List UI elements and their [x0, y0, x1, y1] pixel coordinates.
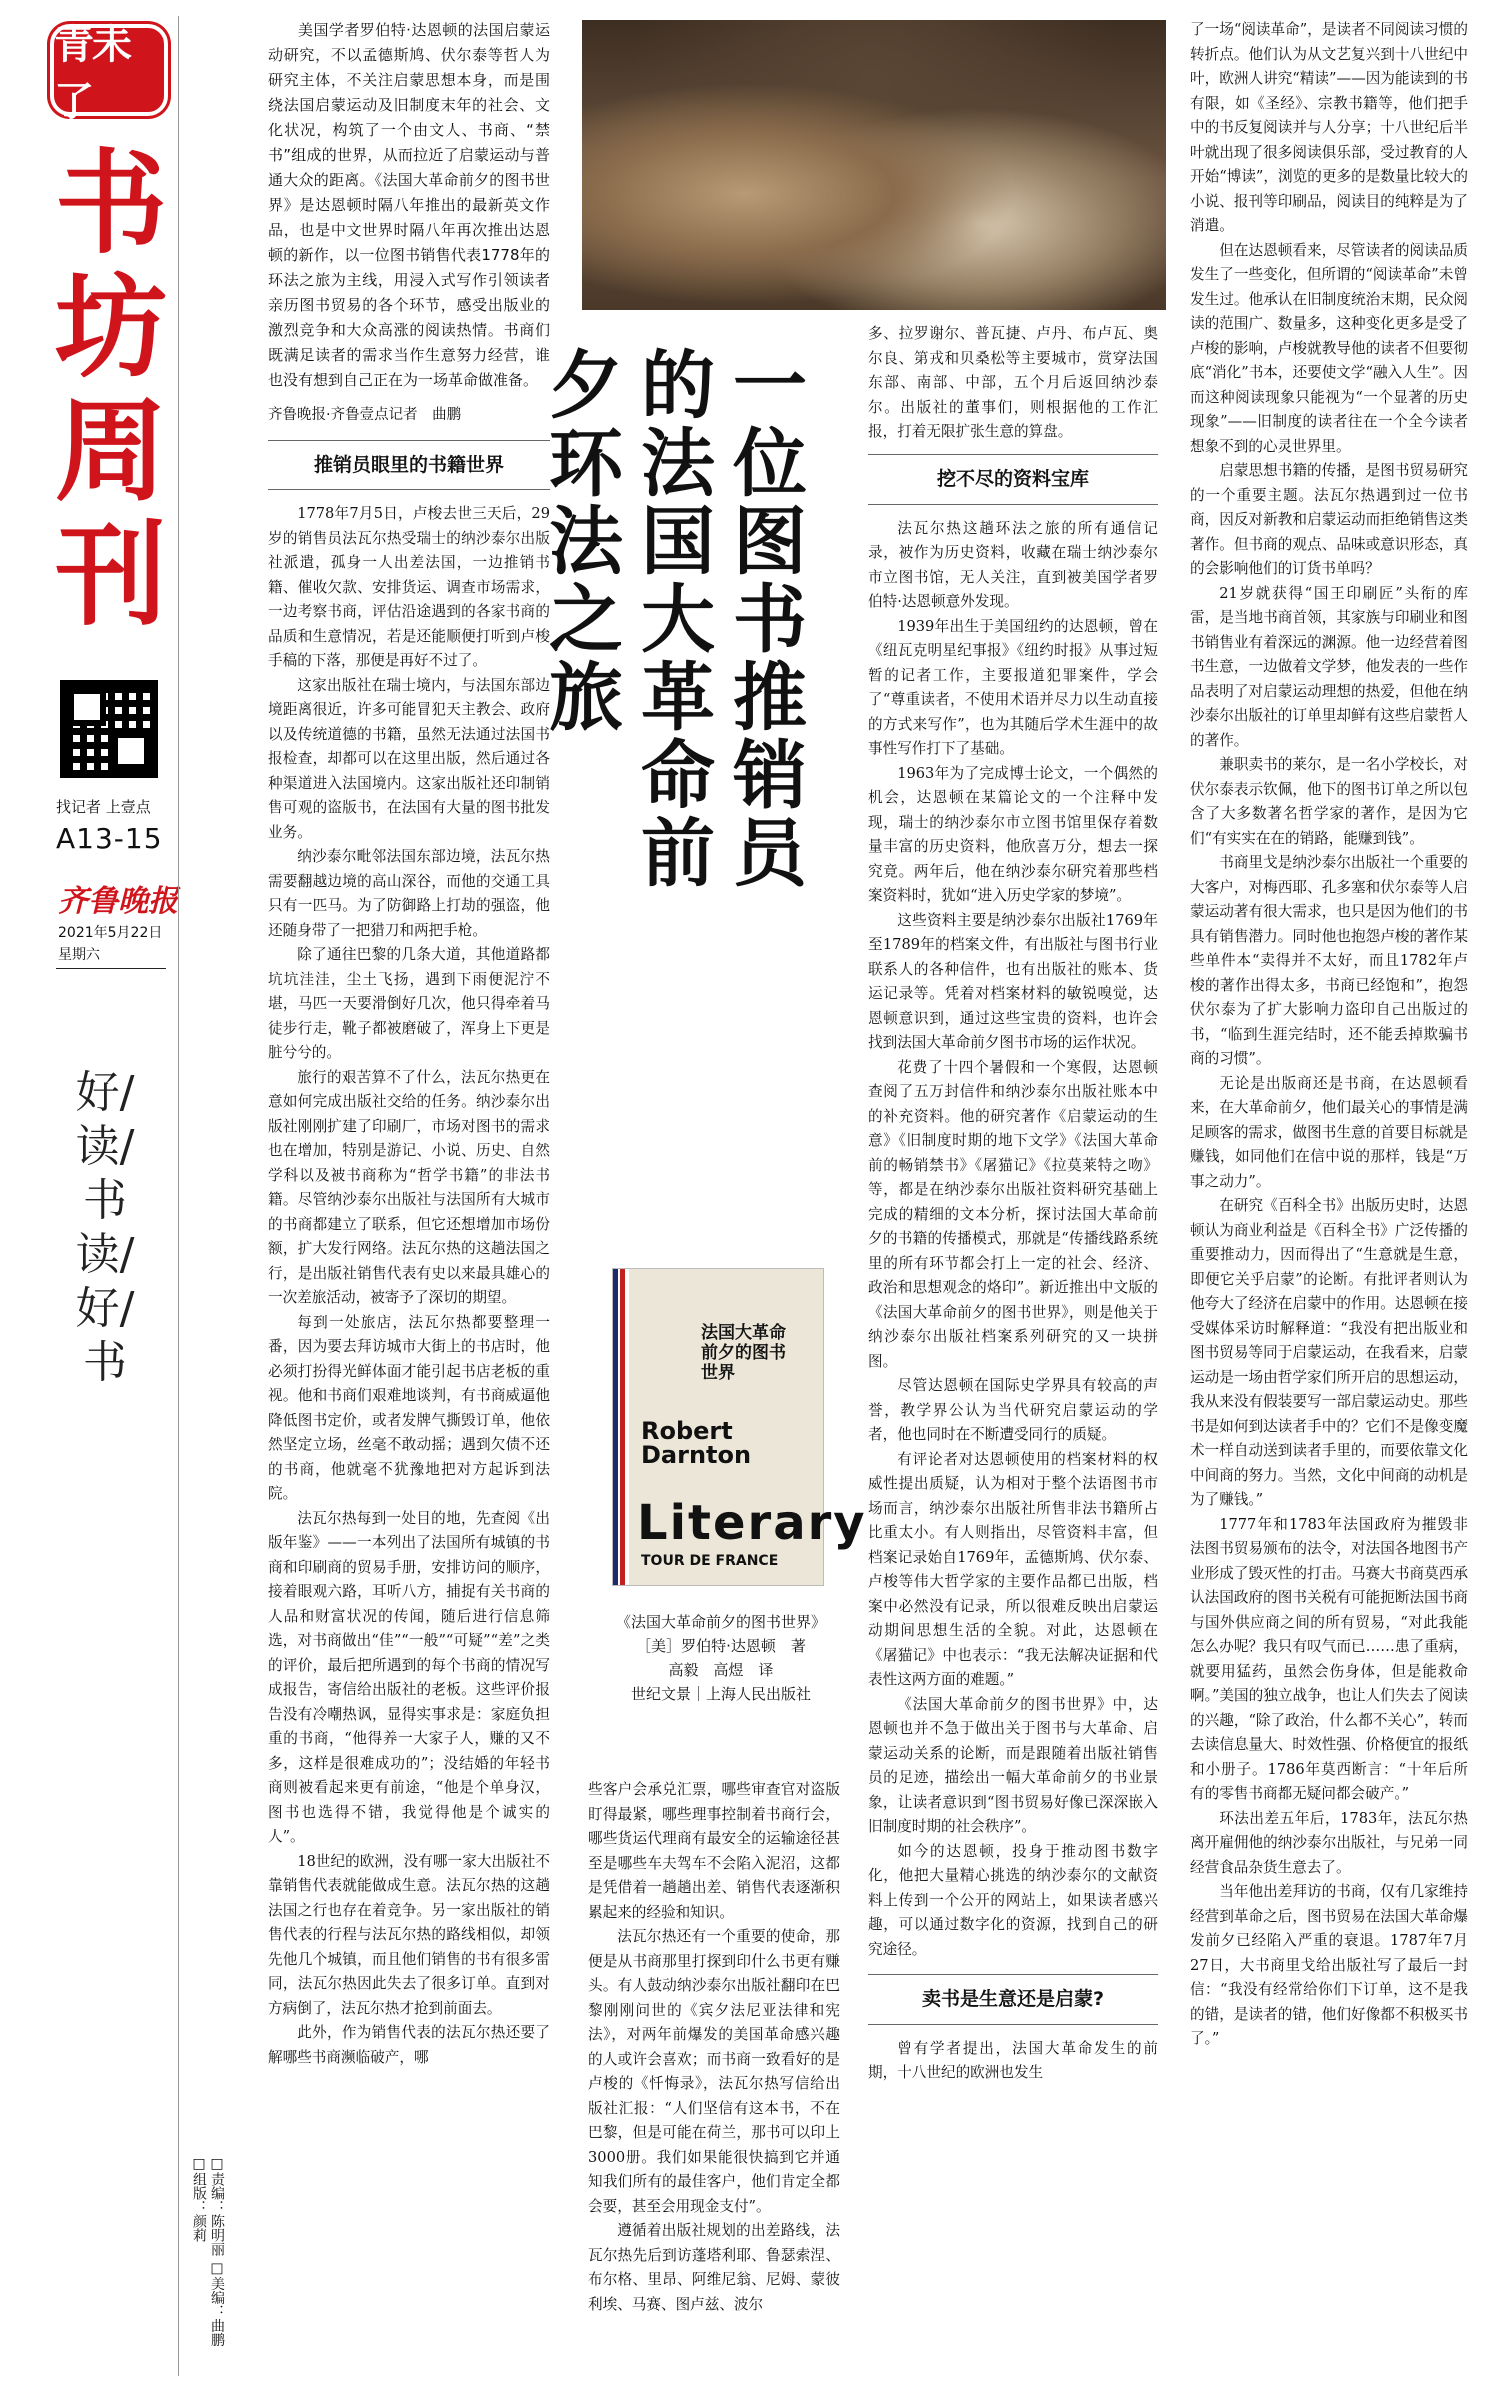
article-column-3 [868, 322, 1158, 2382]
paragraph: 这些资料主要是纳沙泰尔出版社1769年至1789年的档案文件，有出版社与图书行业联系人的各种信件，也有出版社的账本、货运记录等。凭着对档案材料的敏锐嗅觉，达恩顿意识到，通过这些宝贵的资料，也许会找到法国大革命前夕图书市场的运作状况。 [868, 911, 1158, 1051]
page-range: A13-15 [56, 822, 163, 855]
paragraph: 尽管达恩顿在国际史学界具有较高的声誉，教学界公认为当代研究启蒙运动的学者，他也同时在不断遭受同行的质疑。 [868, 1377, 1158, 1443]
divider [56, 968, 166, 969]
divider [178, 16, 179, 2376]
paragraph: 21岁就获得“国王印刷匠”头衔的库雷，是当地书商首领，其家族与印刷业和图书销售业有着深远的渊源。他一边经营着图书生意，一边做着文学梦，他发表的一些作品表明了对启蒙运动理想的热爱，但他在纳沙泰尔出版社的订单里却鲜有这些启蒙哲人的著作。 [1190, 584, 1468, 749]
cover-title: Literary [637, 1495, 867, 1551]
caption-title: 《法国大革命前夕的图书世界》 [615, 1613, 826, 1631]
qr-code-icon[interactable] [60, 680, 158, 778]
paragraph: 当年他出差拜访的书商，仅有几家维持经营到革命之后，图书贸易在法国大革命爆发前夕已经陷入严重的衰退。1787年7月27日，大书商里戈给出版社写了最后一封信：“我没有经常给你们下订单，这不是我的错，是读者的错，他们好像都不积极买书了。” [1190, 1883, 1468, 2047]
paper-logo: 青未了 [50, 24, 168, 116]
article-column-1 [268, 18, 550, 2378]
text-block [868, 322, 1158, 442]
paragraph: 花费了十四个暑假和一个寒假，达恩顿查阅了五万封信件和纳沙泰尔出版社账本中的补充资料。他的研究著作《启蒙运动的生意》《旧制度时期的地下文学》《法国大革命前的畅销禁书》《屠猫记》《拉莫莱特之吻》等，都是在纳沙泰尔出版社资料研究基础上完成的精细的文本分析，探讨法国大革命前夕的书籍的传播模式，那就是“传播线路系统里的所有环节都会打上一定的社会、经济、政治和思想观念的烙印”。新近推出中文版的《法国大革命前夕的图书世界》，则是他关于纳沙泰尔出版社档案系列研究的又一块拼图。 [868, 1058, 1158, 1370]
paragraph: 《法国大革命前夕的图书世界》中，达恩顿也并不急于做出关于图书与大革命、启蒙运动关系的论断，而是跟随着出版社销售员的足迹，描绘出一幅大革命前夕的书业景象，让读者意识到“图书贸易好像已深深嵌入旧制度时期的社会秩序”。 [868, 1695, 1158, 1835]
paragraph: 旅行的艰苦算不了什么，法瓦尔热更在意如何完成出版社交给的任务。纳沙泰尔出版社刚刚扩建了印刷厂，市场对图书的需求也在增加，特别是游记、小说、历史、自然学科以及被书商称为“哲学书籍”的非法书籍。尽管纳沙泰尔出版社与法国所有大城市的书商都建立了联系，但它还想增加市场份额，扩大发行网络。法瓦尔热的这趟法国之行，是出版社销售代表有史以来最具雄心的一次差旅活动，被寄予了深切的期望。 [268, 1068, 550, 1306]
article-column-4 [1190, 18, 1468, 2378]
paragraph: 但在达恩顿看来，尽管读者的阅读品质发生了一些变化，但所谓的“阅读革命”未曾发生过。他承认在旧制度统治末期，民众阅读的范围广、数量多，这种变化更多是受了卢梭的影响，卢梭就教导他的读者不但要彻底“消化”书本，还要使文学“融入人生”。因而这种阅读现象只能视为“一个显著的历史现象”——旧制度的读者往在一个全今读者想象不到的心灵世界里。 [1190, 241, 1468, 455]
paragraph: 如今的达恩顿，投身于推动图书数字化，他把大量精心挑选的纳沙泰尔的文献资料上传到一个公开的网站上，如果读者感兴趣，可以通过数字化的资源，找到自己的研究途径。 [868, 1842, 1158, 1958]
cover-cn-title: 法国大革命前夕的图书世界 [701, 1323, 786, 1383]
paper-name: 齐鲁晚报 [58, 884, 178, 919]
issue-date: 2021年5月22日 [58, 925, 163, 941]
article-column-2 [588, 1778, 840, 2378]
paragraph: 兼职卖书的莱尔，是一名小学校长，对伏尔泰表示钦佩，他下的图书订单之所以包含了大多数著名哲学家的著作，是因为它们“有实实在在的销路，能赚到钱”。 [1190, 756, 1468, 847]
paragraph: 启蒙思想书籍的传播，是图书贸易研究的一个重要主题。法瓦尔热遇到过一位书商，因反对新教和启蒙运动而拒绝销售这类著作。但书商的观点、品味或意识形态，真的会影响他们的订货书单吗？ [1190, 462, 1468, 577]
paragraph: 书商里戈是纳沙泰尔出版社一个重要的大客户，对梅西耶、孔多塞和伏尔泰等人启蒙运动著有很大需求，也只是因为他们的书具有销售潜力。同时他也抱怨卢梭的著作某些单件本“卖得并不太好，而且1782年卢梭的著作出得太多，书商已经饱和”，抱怨伏尔泰为了扩大影响力盗印自己出版过的书，“临到生涯完结时，还不能丢掉欺骗书商的习惯”。 [1190, 854, 1468, 1067]
cover-author: Robert Darnton [641, 1417, 752, 1469]
paragraph: 遵循着出版社规划的出差路线，法瓦尔热先后到访蓬塔利耶、鲁瑟索涅、布尔格、里昂、阿维尼翁、尼姆、蒙彼利埃、马赛、图卢兹、波尔 [588, 2222, 840, 2313]
paragraph: 这家出版社在瑞士境内，与法国东部边境距离很近，许多可能冒犯天主教会、政府以及传统道德的书籍，虽然无法通过法国书报检查，却都可以在这里出版，然后通过各种渠道进入法国境内。这家出版社还印制销售可观的盗版书，在法国有大量的图书批发业务。 [268, 676, 550, 841]
qr-caption: 找记者 上壹点 [56, 798, 151, 816]
paragraph: 除了通往巴黎的几条大道，其他道路都坑坑洼洼，尘土飞扬，遇到下雨便泥泞不堪，马匹一天要滑倒好几次，他只得牵着马徒步行走，靴子都被磨破了，浑身上下更是脏兮兮的。 [268, 946, 550, 1061]
masthead [40, 16, 178, 2386]
column-title: 书坊周刊 [55, 139, 167, 641]
paragraph: 在研究《百科全书》出版历史时，达恩顿认为商业利益是《百科全书》广泛传播的重要推动力，因而得出了“生意就是生意，即便它关乎启蒙”的论断。有批评者则认为他夸大了经济在启蒙中的作用。达恩顿在接受媒体采访时解释道：“我没有把出版业和图书贸易等同于启蒙运动，在我看来，启蒙运动是一场由哲学家们所开启的思想运动，我从来没有假装要写一部启蒙运动史。那些书是如何到达读者手中的？它们不是像变魔术一样自动送到读者手里的，而要依靠文化中间商的努力。当然，文化中间商的动机是为了赚钱。” [1190, 1197, 1468, 1508]
caption-translators: 高毅 高煜 译 [668, 1661, 774, 1679]
divider [268, 440, 550, 441]
paragraph: 此外，作为销售代表的法瓦尔热还要了解哪些书商濒临破产，哪 [268, 2024, 550, 2066]
divider [868, 454, 1158, 455]
paragraph: 纳沙泰尔毗邻法国东部边境，法瓦尔热需要翻越边境的高山深谷，而他的交通工具只有一匹马。为了防御路上打劫的强盗，他还随身带了一把猎刀和两把手枪。 [268, 848, 550, 939]
paragraph: 曾有学者提出，法国大革命发生的前期，十八世纪的欧洲也发生 [868, 2039, 1158, 2081]
divider [868, 2024, 1158, 2025]
editor-credits: □责编：陈明丽 □美编：曲鹏 □组版：颜莉 [191, 2156, 225, 2347]
cover-subtitle: TOUR DE FRANCE [641, 1553, 779, 1569]
article-intro: 美国学者罗伯特·达恩顿的法国启蒙运动研究，不以孟德斯鸠、伏尔泰等哲人为研究主体，不关注启蒙思想本身，而是围绕法国启蒙运动及旧制度末年的社会、文化状况，构筑了一个由文人、书商、“禁书”组成的世界，从而拉近了启蒙运动与普通大众的距离。《法国大革命前夕的图书世界》是达恩顿时隔八年推出的最新英文作品，也是中文世界时隔八年再次推出达恩顿的新作，以一位图书销售代表1778年的环法之旅为主线，用浸入式写作引领读者亲历图书贸易的各个环节，感受出版业的激烈竞争和大众高涨的阅读热情。书商们既满足读者的需求当作生意努力经营，谁也没有想到自己正在为一场革命做准备。 [268, 21, 550, 389]
paragraph: 环法出差五年后，1783年，法瓦尔热离开雇佣他的纳沙泰尔出版社，与兄弟一同经营食品杂货生意去了。 [1190, 1809, 1468, 1876]
paragraph: 多、拉罗谢尔、普瓦捷、卢丹、布卢瓦、奥尔良、第戎和贝桑松等主要城市，赏穿法国东部、南部、中部，五个月后返回纳沙泰尔。出版社的董事们，则根据他的工作汇报，打着无限扩张生意的算盘。 [868, 325, 1158, 440]
paragraph: 了一场“阅读革命”，是读者不同阅读习惯的转折点。他们认为从文艺复兴到十八世纪中叶，欧洲人讲究“精读”——因为能读到的书有限，如《圣经》、宗教书籍等，他们把手中的书反复阅读并与人分享；十八世纪后半叶就出现了很多阅读俱乐部，受过教育的人开始“博读”，浏览的更多的是数量比较大的小说、报刊等印刷品，阅读目的纯粹是为了消遣。 [1190, 21, 1468, 234]
paragraph: 1778年7月5日，卢梭去世三天后，29岁的销售员法瓦尔热受瑞士的纳沙泰尔出版社派遣，孤身一人出差法国，一边推销书籍、催收欠款、安排货运、调查市场需求，一边考察书商，评估沿途遇到的各家书商的品质和生意情况，若是还能顺便打听到卢梭手稿的下落，那便是再好不过了。 [268, 505, 550, 669]
caption-publisher: 世纪文景｜上海人民出版社 [630, 1685, 811, 1703]
section-title: 卖书是生意还是启蒙? [921, 1988, 1105, 2010]
book-cover-image [612, 1268, 867, 1586]
section-title: 挖不尽的资料宝库 [936, 468, 1089, 490]
paragraph: 无论是出版商还是书商，在达恩顿看来，在大革命前夕，他们最关心的事情是满足顾客的需求，做图书生意的首要目标就是赚钱，如同他们在信中说的那样，钱是“万事之动力”。 [1190, 1074, 1468, 1190]
headline: 一位图书推销员的法国大革命前夕环法之旅 [537, 346, 807, 892]
paragraph: 些客户会承兑汇票，哪些审查官对盗版盯得最紧，哪些理事控制着书商行会，哪些货运代理商有最安全的运输途径甚至是哪些车夫驾车不会陷入泥沼，这都是凭借着一趟趟出差、销售代表逐渐积累起来的经验和知识。 [588, 1781, 840, 1921]
book-caption [596, 1610, 846, 1706]
paragraph: 18世纪的欧洲，没有哪一家大出版社不靠销售代表就能做成生意。法瓦尔热的这趟法国之行也存在着竞争。另一家出版社的销售代表的行程与法瓦尔热的路线相似，却领先他几个城镇，而且他们销售的书有很多雷同，法瓦尔热因此失去了很多订单。直到对方病倒了，法瓦尔热才抢到前面去。 [268, 1852, 550, 2017]
byline: 齐鲁晚报·齐鲁壹点记者 曲鹏 [268, 407, 462, 423]
paragraph: 1777年和1783年法国政府为摧毁非法图书贸易颁布的法令，对法国各地图书产业形成了毁灭性的打击。马赛大书商莫西承认法国政府的图书关税有可能扼断法国书商与国外供应商之间的所有贸易，“对此我能怎么办呢？我只有叹气而已……患了重病，就要用猛药，虽然会伤身体，但是能救命啊。”美国的独立战争，也让人们失去了阅读的兴趣，“除了政治，什么都不关心”，转而去读信息量大、时效性强、价格便宜的报纸和小册子。1786年莫西断言：“十年后所有的零售书商都无疑问都会破产。” [1190, 1515, 1468, 1802]
issue-weekday: 星期六 [58, 947, 100, 963]
divider [268, 489, 550, 490]
historical-painting-image [582, 20, 1166, 310]
paragraph: 每到一处旅店，法瓦尔热都要整理一番，因为要去拜访城市大街上的书店时，他必须打扮得光鲜体面才能引起书店老板的重视。他和书商们艰难地谈判，有书商威逼他降低图书定价，或者发牌气撕毁订单，他依然坚定立场，丝毫不敢动摇；遇到欠债不还的书商，他就毫不犹豫地把对方起诉到法院。 [268, 1313, 550, 1502]
paragraph: 1939年出生于美国纽约的达恩顿，曾在《纽瓦克明星纪事报》《纽约时报》从事过短暂的记者工作，主要报道犯罪案件，学会了“尊重读者，不使用术语并尽力以生动直接的方式来写作”，也为其随后学术生涯中的故事性写作打下了基础。 [868, 617, 1158, 757]
cover-stripe [613, 1269, 629, 1585]
section-title: 推销员眼里的书籍世界 [313, 453, 504, 476]
paragraph: 法瓦尔热每到一处目的地，先查阅《出版年鉴》——一本列出了法国所有城镇的书商和印刷商的贸易手册，安排访问的顺序，接着眼观六路，耳听八方，捕捉有关书商的人品和财富状况的传闻，随后进行信息筛选，对书商做出“佳”“一般”“可疑”“差”之类的评价，最后把所遇到的每个书商的情况写成报告，寄信给出版社的老板。这些评价报告没有冷嘲热讽，显得实事求是：家庭负担重的书商，“他得养一大家子人，赚的又不多，这样是很难成功的”；没结婚的年轻书商则被看起来更有前途，“他是个单身汉，图书也选得不错，我觉得他是个诚实的人”。 [268, 1509, 550, 1845]
paragraph: 有评论者对达恩顿使用的档案材料的权威性提出质疑，认为相对于整个法语图书市场而言，纳沙泰尔出版社所售非法书籍所占比重太小。有人则指出，尽管资料丰富，但档案记录始自1769年，孟德斯鸠、伏尔泰、卢梭等伟大哲学家的主要作品都已出版，档案中必然没有记录，所以很难反映出启蒙运动期间思想生活的全貌。对此，达恩顿在《屠猫记》中也表示：“我无法解决证据和代表性这两方面的难题。” [868, 1450, 1158, 1688]
slogan: 好/读/书 读/好/书 [75, 1067, 135, 1388]
paragraph: 1963年为了完成博士论文，一个偶然的机会，达恩顿在某篇论文的一个注释中发现，瑞士的纳沙泰尔市立图书馆里保存着数量丰富的历史资料，他欣喜万分，想去一探究竟。两年后，他在纳沙泰尔研究着那些档案资料时，犹如“进入历史学家的梦境”。 [868, 764, 1158, 904]
divider [868, 1974, 1158, 1975]
divider [868, 504, 1158, 505]
paragraph: 法瓦尔热这趟环法之旅的所有通信记录，被作为历史资料，收藏在瑞士纳沙泰尔市立图书馆，无人关注，直到被美国学者罗伯特·达恩顿意外发现。 [868, 519, 1158, 610]
paragraph: 法瓦尔热还有一个重要的使命，那便是从书商那里打探到印什么书更有赚头。有人鼓动纳沙泰尔出版社翻印在巴黎刚刚问世的《宾夕法尼亚法律和宪法》，对两年前爆发的美国革命感兴趣的人或许会喜欢；而书商一致看好的是卢梭的《忏悔录》，法瓦尔热写信给出版社汇报：“人们坚信有这本书，不在巴黎，但是可能在荷兰，那书可以印上3000册。我们如果能很快搞到它并通知我们所有的最佳客户，他们肯定全都会要，甚至会用现金支付”。 [588, 1928, 840, 2215]
caption-author: ［美］罗伯特·达恩顿 著 [636, 1637, 806, 1655]
